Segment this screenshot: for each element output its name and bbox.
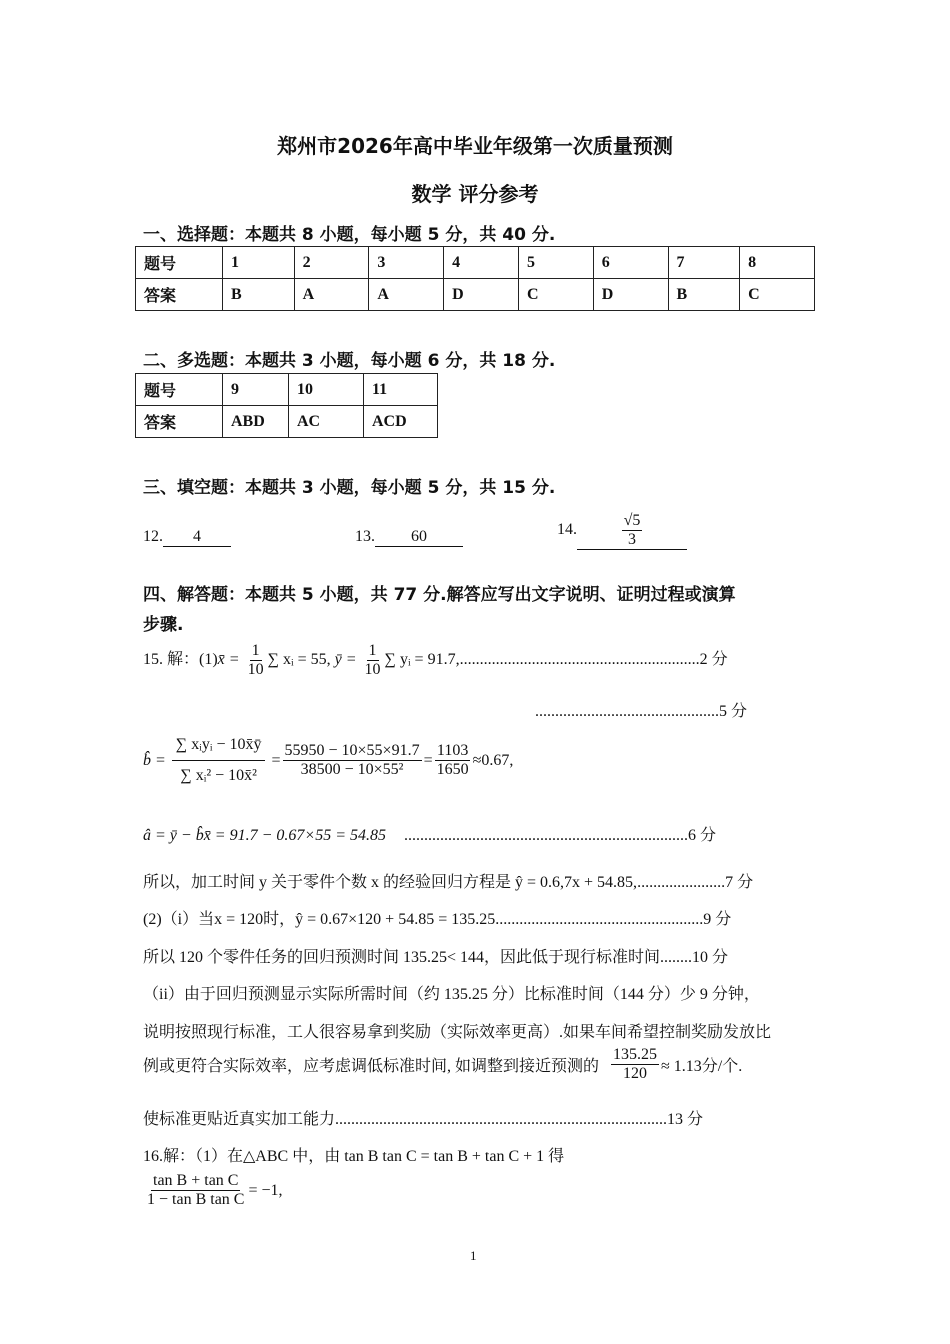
text: 所以，加工时间 y 关于零件个数 x 的经验回归方程是 ŷ = 0.6,7x + 54.85, [143, 874, 638, 891]
math: ∑ yᵢ = 91.7, [384, 651, 460, 669]
q15-line1 [143, 642, 728, 679]
cell: A [369, 279, 444, 311]
math: tan B + tan C [153, 1172, 239, 1189]
row-label: 题号 [136, 374, 223, 406]
cell: 8 [740, 247, 815, 279]
cell: C [518, 279, 593, 311]
math: ≈ 1.13分/个. [661, 1058, 743, 1075]
cell: 1 [223, 247, 295, 279]
math: ∑ xᵢyᵢ − 10x̄ȳ [172, 730, 266, 761]
section4-heading: 四、解答题：本题共 5 小题，共 77 分.解答应写出文字说明、证明过程或演算 [143, 585, 736, 605]
math: 1650 [436, 761, 469, 778]
table-row [136, 247, 815, 279]
text: 15. 解：(1) [143, 651, 218, 669]
cell: 6 [593, 247, 668, 279]
cell: ABD [223, 406, 289, 438]
fill-12 [143, 528, 231, 547]
math: 1 [251, 642, 260, 659]
cell: A [294, 279, 369, 311]
math: 38500 − 10×55² [300, 761, 404, 778]
page-number: 1 [470, 1248, 477, 1263]
math: ∑ xᵢ² − 10x̄² [180, 767, 257, 784]
math: ȳ = [334, 651, 361, 669]
text: 例或更符合实际效率，应考虑调低标准时间, 如调整到接近预测的 [143, 1058, 600, 1075]
math: 120 [623, 1065, 648, 1082]
choice-answer-table [135, 246, 815, 311]
cell: 2 [294, 247, 369, 279]
q15-conclusion [143, 1106, 703, 1129]
math: 10 [364, 661, 381, 678]
cell: 11 [364, 374, 438, 406]
table-row [136, 406, 438, 438]
cell: D [593, 279, 668, 311]
q15-suggest [143, 1046, 742, 1083]
section4-heading-cont: 步骤. [143, 615, 184, 635]
fill-14 [557, 512, 687, 550]
math: 55950 − 10×55×91.7 [284, 742, 420, 759]
cell: B [223, 279, 295, 311]
document-subtitle: 数学 评分参考 [411, 182, 539, 206]
score: ...................................................................................13 分 [335, 1111, 704, 1128]
math: 1 [368, 642, 377, 659]
section2-heading: 二、多选题：本题共 3 小题，每小题 6 分，共 18 分. [143, 351, 556, 371]
text: (2)（i）当x = 120时，ŷ = 0.67×120 + 54.85 = 135.25. [143, 911, 500, 928]
q15-score5: ..............................................5 分 [535, 703, 748, 720]
score: ......................7 分 [637, 874, 754, 891]
cell: 5 [518, 247, 593, 279]
section3-heading: 三、填空题：本题共 3 小题，每小题 5 分，共 15 分. [143, 478, 556, 498]
q16-fraction [143, 1172, 283, 1209]
row-label: 题号 [136, 247, 223, 279]
fill-13 [355, 528, 463, 547]
cell: 4 [444, 247, 519, 279]
cell: C [740, 279, 815, 311]
cell: D [444, 279, 519, 311]
q15-regression [143, 869, 753, 892]
answer-numerator: √5 [623, 512, 641, 529]
text: 使标准更贴近真实加工能力 [143, 1111, 336, 1128]
text: 所以 120 个零件任务的回归预测时间 135.25< 144，因此低于现行标准时间. [143, 949, 665, 966]
section1-heading: 一、选择题：本题共 8 小题，每小题 5 分，共 40 分. [143, 225, 556, 245]
q15-part2 [143, 906, 731, 929]
answer-denominator: 3 [628, 531, 636, 548]
row-label: 答案 [136, 279, 223, 311]
document-title: 郑州市2026年高中毕业年级第一次质量预测 [277, 134, 673, 158]
q15-part2-ii: （ii）由于回归预测显示实际所需时间（约 135.25 分）比标准时间（144 分）少 9 分钟， [143, 986, 760, 1003]
row-label: 答案 [136, 406, 223, 438]
cell: 3 [369, 247, 444, 279]
cell: 10 [289, 374, 364, 406]
table-row [136, 374, 438, 406]
math: 10 [247, 661, 264, 678]
math: 1103 [436, 742, 469, 759]
math: â = ȳ − b̂x̄ = 91.7 − 0.67×55 = 54.85 [143, 827, 386, 844]
score: ............................................................2 分 [459, 651, 728, 669]
cell: 9 [223, 374, 289, 406]
cell: B [668, 279, 740, 311]
score: .......10 分 [664, 949, 729, 966]
q15-compare [143, 944, 728, 967]
cell: AC [289, 406, 364, 438]
q-number: 12. [143, 528, 163, 545]
math: ∑ xᵢ = 55, [267, 651, 335, 669]
q-number: 14. [557, 521, 577, 539]
math: 1 − tan B tan C [147, 1191, 245, 1208]
q16-line1: 16.解：（1）在△ABC 中，由 tan B tan C = tan B + tan C + 1 得 [143, 1148, 565, 1165]
math: b̂ = [143, 751, 166, 769]
cell: ACD [364, 406, 438, 438]
q15-a-hat [143, 822, 716, 845]
multi-answer-table [135, 373, 438, 438]
table-row [136, 279, 815, 311]
q15-b-hat: b̂ = $\frac{\text{∑ xᵢyᵢ − 10x̄ȳ}}{\text{∑ xᵢ² − 10x̄²}}$ = $\frac{55950 - 10\times 55\times 91.7}{\text{38500 − 10×55²}}$ = $\frac{1103}{1650}$ ≈0.67, [143, 730, 513, 791]
score: ...................................................9 分 [499, 911, 732, 928]
q-number: 13. [355, 528, 375, 545]
answer: 60 [375, 528, 463, 547]
math: x̄ = [217, 651, 244, 669]
math: 135.25 [613, 1046, 658, 1063]
score: .......................................................................6 分 [403, 827, 716, 844]
math: ≈0.67, [472, 751, 514, 769]
cell: 7 [668, 247, 740, 279]
math: = −1, [248, 1181, 283, 1199]
q15-explain: 说明按照现行标准，工人很容易拿到奖励（实际效率更高）.如果车间希望控制奖励发放比 [143, 1024, 772, 1041]
answer: 4 [163, 528, 231, 547]
